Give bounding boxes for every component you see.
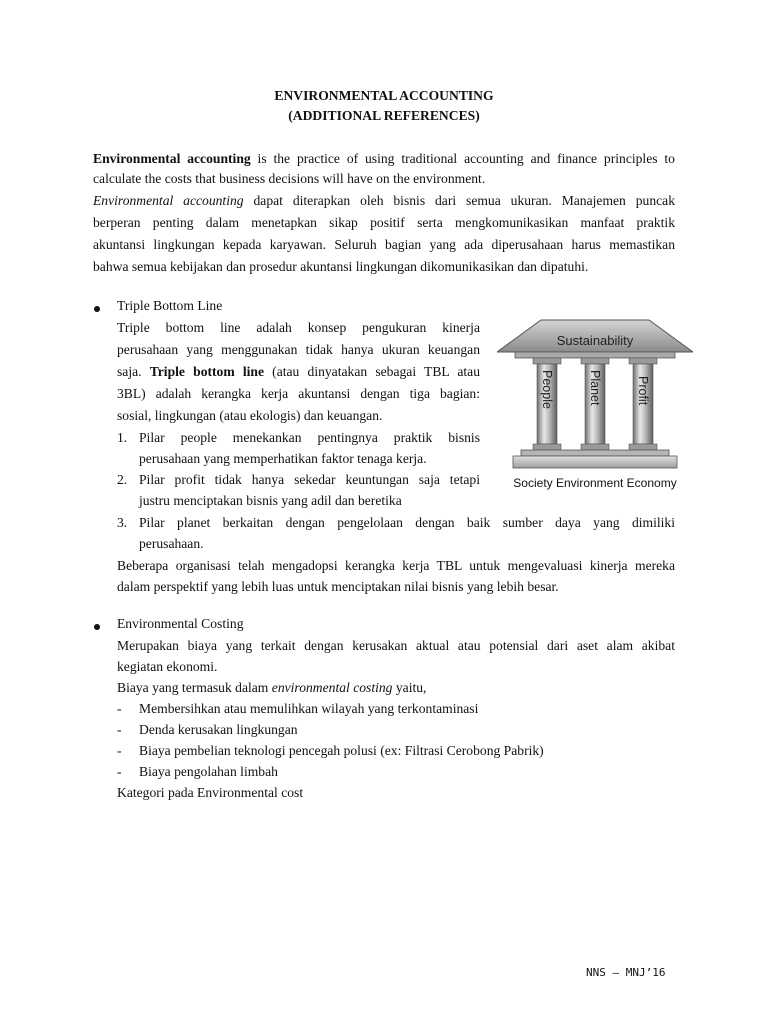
intro-line-3 xyxy=(93,192,675,210)
tbl-term: Triple bottom line xyxy=(149,364,264,379)
tbl-pillar-diagram xyxy=(497,318,693,494)
tbl-line-4: 3BL) adalah kerangka kerja akuntansi dengan tiga bagian: xyxy=(117,386,480,401)
tbl-line-3-rest: (atau dinyatakan sebagai TBL atau xyxy=(264,364,481,379)
intro-line-1-rest: is the practice of using traditional accounting and finance principles to xyxy=(250,151,675,166)
base-label: Society Environment Economy xyxy=(513,476,677,490)
intro-line-2: calculate the costs that business decisions will have on the environment. xyxy=(93,171,486,186)
pillar-profit xyxy=(629,358,657,450)
intro-line-3-rest: dapat diterapkan oleh bisnis dari semua ukuran. Manajemen puncak xyxy=(243,193,676,208)
intro-term: Environmental accounting xyxy=(93,151,251,166)
pillar-profit-label: Profit xyxy=(636,376,650,406)
tbl-item-2-line-1: Pilar profit tidak hanya sekedar keuntungan saja tetapi xyxy=(139,472,480,487)
pillar-planet xyxy=(581,358,609,450)
tbl-line-3-start: saja. xyxy=(117,364,150,379)
tbl-line-1: Triple bottom line adalah konsep pengukuran kinerja xyxy=(117,320,480,335)
page-footer: NNS – MNJ’16 xyxy=(586,966,666,979)
intro-line-6: bahwa semua kebijakan dan prosedur akuntansi lingkungan dikomunikasikan dan dipatuhi. xyxy=(93,259,589,274)
costing-line-3-rest: yaitu, xyxy=(392,680,427,695)
pillar-people xyxy=(533,358,561,450)
tbl-item-1-line-1: Pilar people menekankan pentingnya praktik bisnis xyxy=(139,430,480,445)
intro-term-italic: Environmental accounting xyxy=(93,193,244,208)
tbl-closing-line-2: dalam perspektif yang lebih luas untuk menciptakan nilai bisnis yang lebih besar. xyxy=(117,579,559,594)
costing-line-3 xyxy=(117,679,426,697)
costing-dash-1: - xyxy=(117,701,122,716)
bullet-costing xyxy=(94,624,100,630)
tbl-item-3-number: 3. xyxy=(117,515,128,530)
costing-dash-2: - xyxy=(117,722,122,737)
tbl-item-3-line-2: perusahaan. xyxy=(139,536,204,551)
costing-term-italic: environmental costing xyxy=(271,680,393,695)
costing-item-4: Biaya pengolahan limbah xyxy=(139,764,278,779)
base-step-top xyxy=(521,450,669,456)
costing-dash-3: - xyxy=(117,743,122,758)
costing-line-3-start: Biaya yang termasuk dalam xyxy=(117,680,272,695)
costing-closing: Kategori pada Environmental cost xyxy=(117,785,304,800)
tbl-closing-line-1: Beberapa organisasi telah mengadopsi kerangka kerja TBL untuk mengevaluasi kinerja mereka xyxy=(117,558,675,573)
base-step-bottom xyxy=(513,456,677,468)
tbl-item-1-line-2: perusahaan yang memperhatikan faktor tenaga kerja. xyxy=(139,451,427,466)
costing-line-2: kegiatan ekonomi. xyxy=(117,659,218,674)
tbl-line-3 xyxy=(117,363,480,381)
costing-item-2: Denda kerusakan lingkungan xyxy=(139,722,298,737)
intro-line-4: berperan penting dalam menetapkan sikap positif serta mengkomunikasikan manfaat praktik xyxy=(93,215,675,230)
tbl-item-1-number: 1. xyxy=(117,430,128,445)
intro-line-5: akuntansi lingkungan kepada karyawan. Seluruh bagian yang ada diperusahaan harus memastikan xyxy=(93,237,675,252)
roof-label: Sustainability xyxy=(556,333,634,348)
tbl-line-5: sosial, lingkungan (atau ekologis) dan keuangan. xyxy=(117,408,383,423)
tbl-line-2: perusahaan yang menggunakan tidak hanya ukuran keuangan xyxy=(117,342,480,357)
roof-beam xyxy=(515,352,675,358)
costing-dash-4: - xyxy=(117,764,122,779)
tbl-item-3-line-1: Pilar planet berkaitan dengan pengelolaan dengan baik sumber daya yang dimiliki xyxy=(139,515,675,530)
costing-item-3: Biaya pembelian teknologi pencegah polusi (ex: Filtrasi Cerobong Pabrik) xyxy=(139,743,544,758)
costing-heading: Environmental Costing xyxy=(117,616,244,631)
intro-line-1 xyxy=(93,150,675,168)
costing-item-1: Membersihkan atau memulihkan wilayah yang terkontaminasi xyxy=(139,701,479,716)
pillar-people-label: People xyxy=(540,370,554,409)
tbl-heading: Triple Bottom Line xyxy=(117,298,223,313)
pillar-planet-label: Planet xyxy=(588,370,602,406)
page-title: ENVIRONMENTAL ACCOUNTING xyxy=(274,88,494,103)
tbl-item-2-line-2: justru menciptakan bisnis yang adil dan beretika xyxy=(139,493,402,508)
page-subtitle: (ADDITIONAL REFERENCES) xyxy=(288,108,480,123)
tbl-item-2-number: 2. xyxy=(117,472,128,487)
costing-line-1: Merupakan biaya yang terkait dengan kerusakan aktual atau potensial dari aset alam akibat xyxy=(117,638,675,653)
bullet-tbl xyxy=(94,306,100,312)
